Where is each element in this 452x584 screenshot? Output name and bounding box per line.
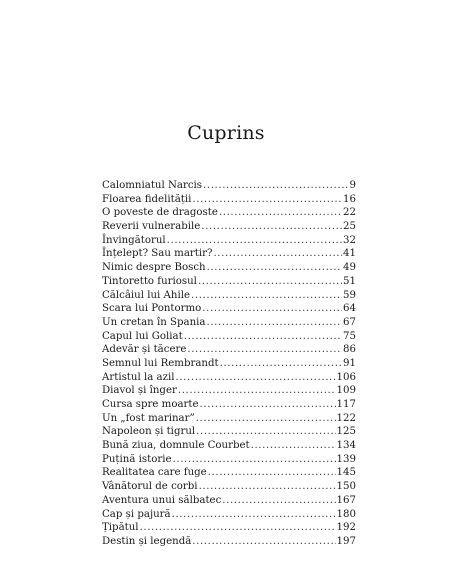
- toc-dot-leader: [200, 398, 336, 412]
- toc-entry-title: Bună ziua, domnule Courbet: [102, 440, 250, 452]
- toc-entry: [102, 275, 356, 289]
- toc-dot-leader: [199, 480, 336, 494]
- toc-dot-leader: [208, 466, 336, 480]
- toc-entry: [102, 302, 356, 316]
- toc-entry: [102, 494, 356, 508]
- toc-entry-page: 9: [349, 180, 356, 191]
- toc-entry: [102, 371, 356, 385]
- toc-dot-leader: [173, 453, 336, 467]
- table-of-contents: [102, 179, 356, 549]
- toc-dot-leader: [184, 330, 342, 344]
- toc-entry-page: 180: [336, 508, 356, 520]
- toc-entry-page: 67: [343, 316, 356, 328]
- toc-dot-leader: [222, 494, 335, 508]
- toc-entry-title: Cursa spre moarte: [102, 399, 199, 410]
- toc-dot-leader: [198, 275, 342, 289]
- toc-entry-title: Puțină istorie: [102, 453, 172, 465]
- toc-entry: [102, 425, 356, 439]
- toc-entry-page: 25: [343, 221, 356, 233]
- toc-dot-leader: [251, 439, 336, 453]
- toc-entry: [102, 508, 356, 522]
- toc-entry: [102, 439, 356, 453]
- toc-entry-title: Vânătorul de corbi: [102, 481, 198, 493]
- toc-entry-title: Nimic despre Bosch: [102, 262, 206, 274]
- toc-entry-page: 117: [336, 399, 356, 410]
- toc-dot-leader: [172, 508, 336, 522]
- toc-entry-title: Capul lui Goliat: [102, 330, 183, 342]
- toc-entry: [102, 521, 356, 535]
- toc-entry: [102, 261, 356, 275]
- toc-entry: [102, 398, 356, 412]
- toc-entry: [102, 412, 356, 426]
- toc-entry-page: 167: [336, 494, 356, 506]
- toc-dot-leader: [201, 220, 342, 234]
- toc-dot-leader: [140, 521, 336, 535]
- toc-dot-leader: [213, 247, 342, 261]
- toc-dot-leader: [176, 371, 336, 385]
- toc-entry: [102, 330, 356, 344]
- toc-entry: [102, 289, 356, 303]
- toc-entry-page: 59: [343, 289, 356, 301]
- toc-dot-leader: [220, 357, 342, 371]
- toc-entry: [102, 535, 356, 549]
- toc-entry: [102, 466, 356, 480]
- toc-entry: [102, 357, 356, 371]
- toc-entry-title: Aventura unui sălbatec: [102, 494, 222, 506]
- toc-entry-title: Tintoretto furiosul: [102, 275, 197, 287]
- toc-entry: [102, 220, 356, 234]
- toc-entry: [102, 343, 356, 357]
- toc-entry-title: Reverii vulnerabile: [102, 221, 201, 233]
- toc-entry-page: 75: [343, 330, 356, 342]
- toc-entry-title: Diavol și înger: [102, 385, 177, 397]
- toc-dot-leader: [191, 289, 342, 303]
- toc-entry-title: Floarea fidelității: [102, 193, 192, 205]
- toc-dot-leader: [187, 343, 342, 357]
- toc-entry-page: 22: [343, 207, 356, 219]
- toc-dot-leader: [178, 384, 336, 398]
- toc-entry-page: 192: [336, 522, 356, 534]
- toc-entry: [102, 453, 356, 467]
- toc-entry-page: 197: [336, 535, 356, 547]
- toc-dot-leader: [203, 179, 349, 193]
- toc-entry-page: 86: [343, 344, 356, 356]
- toc-dot-leader: [219, 206, 342, 220]
- toc-entry-page: 134: [336, 440, 356, 452]
- toc-dot-leader: [167, 234, 342, 248]
- toc-entry: [102, 206, 356, 220]
- toc-dot-leader: [196, 425, 335, 439]
- toc-entry-title: Scara lui Pontormo: [102, 303, 202, 315]
- toc-entry-page: 41: [343, 248, 356, 260]
- toc-entry-page: 145: [336, 467, 356, 479]
- toc-dot-leader: [196, 412, 336, 426]
- toc-dot-leader: [207, 261, 342, 275]
- toc-entry-page: 139: [336, 453, 356, 465]
- toc-entry-title: Cap și pajură: [102, 508, 171, 520]
- toc-entry: [102, 384, 356, 398]
- toc-entry-page: 125: [336, 426, 356, 438]
- toc-entry-title: Calomniatul Narcis: [102, 180, 203, 191]
- toc-entry-title: Adevăr și tăcere: [102, 344, 187, 356]
- toc-entry: [102, 179, 356, 193]
- toc-entry-page: 150: [336, 481, 356, 493]
- toc-entry-title: Călcâiul lui Ahile: [102, 289, 191, 301]
- toc-entry-title: Un „fost marinar”: [102, 412, 195, 424]
- toc-entry-title: Napoleon și tigrul: [102, 426, 196, 438]
- toc-entry-page: 109: [336, 385, 356, 397]
- toc-dot-leader: [192, 535, 335, 549]
- toc-entry-title: Artistul la azil: [102, 371, 175, 383]
- toc-entry-page: 122: [336, 412, 356, 424]
- toc-entry-title: Realitatea care fuge: [102, 467, 207, 479]
- toc-entry: [102, 480, 356, 494]
- toc-entry-page: 64: [343, 303, 356, 315]
- toc-entry-title: Un cretan în Spania: [102, 316, 206, 328]
- toc-entry-page: 91: [343, 357, 356, 369]
- toc-dot-leader: [192, 193, 342, 207]
- toc-entry-page: 32: [343, 234, 356, 246]
- toc-entry-title: O poveste de dragoste: [102, 207, 218, 219]
- toc-dot-leader: [202, 302, 342, 316]
- toc-entry: [102, 193, 356, 207]
- toc-entry-title: Destin și legendă: [102, 535, 192, 547]
- toc-entry-page: 106: [336, 371, 356, 383]
- toc-dot-leader: [206, 316, 342, 330]
- toc-entry-page: 51: [343, 275, 356, 287]
- toc-entry: [102, 247, 356, 261]
- toc-entry: [102, 234, 356, 248]
- toc-entry-page: 16: [343, 193, 356, 205]
- toc-entry: [102, 316, 356, 330]
- page-title: Cuprins: [187, 122, 265, 144]
- toc-entry-title: Semnul lui Rembrandt: [102, 357, 219, 369]
- toc-entry-page: 49: [343, 262, 356, 274]
- toc-entry-title: Înțelept? Sau martir?: [102, 248, 213, 260]
- toc-entry-title: Învingătorul: [102, 234, 166, 246]
- toc-entry-title: Țipătul: [102, 522, 139, 534]
